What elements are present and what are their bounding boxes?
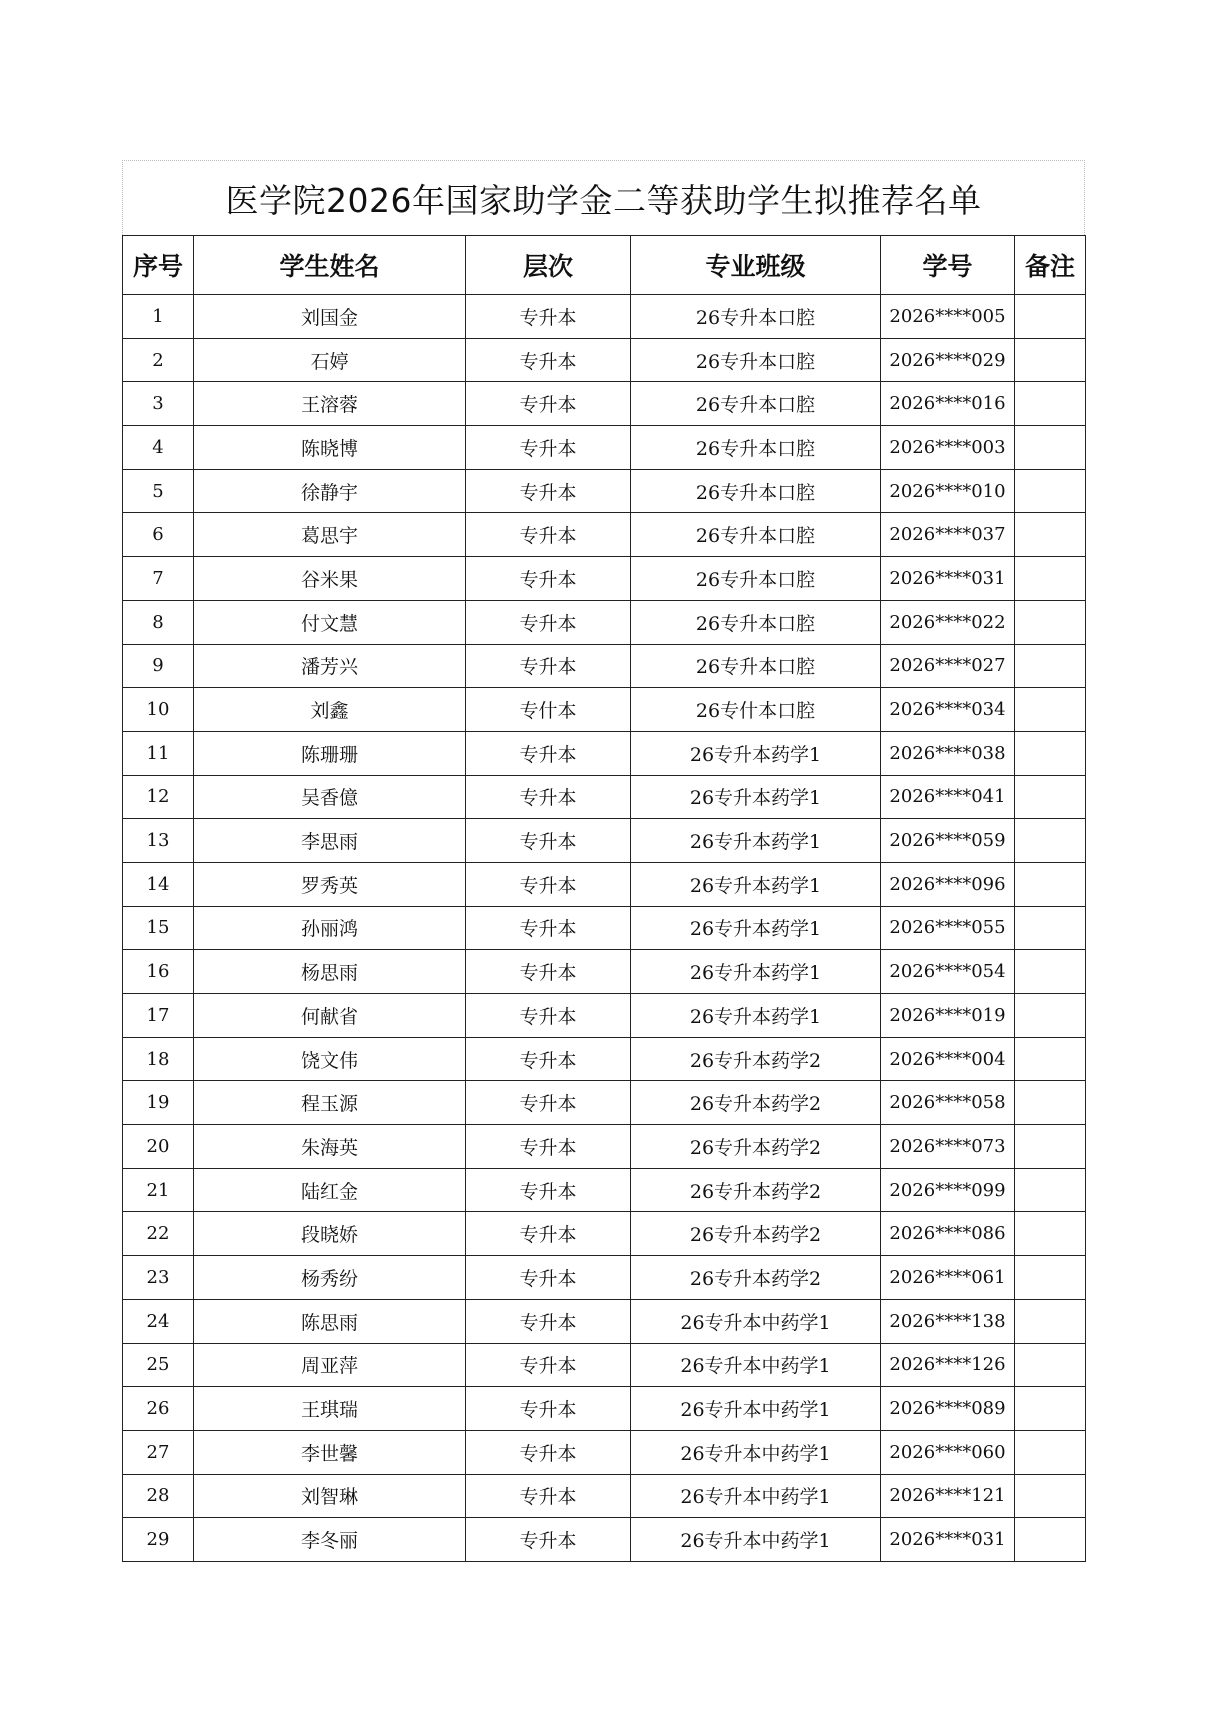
cell-index: 29 (123, 1518, 194, 1562)
table-row (123, 1474, 1086, 1518)
cell-major-class: 26专升本药学2 (631, 1125, 881, 1169)
cell-student-name: 刘鑫 (194, 688, 466, 732)
cell-remarks (1015, 644, 1086, 688)
cell-index: 8 (123, 600, 194, 644)
cell-student-name: 石婷 (194, 338, 466, 382)
cell-remarks (1015, 1518, 1086, 1562)
table-row (123, 819, 1086, 863)
cell-index: 2 (123, 338, 194, 382)
cell-major-class: 26专升本口腔 (631, 513, 881, 557)
cell-student-name: 何献省 (194, 994, 466, 1038)
table-row (123, 775, 1086, 819)
cell-major-class: 26专升本中药学1 (631, 1299, 881, 1343)
table-header-row (123, 236, 1086, 295)
cell-major-class: 26专升本药学2 (631, 1081, 881, 1125)
cell-student-id: 2026****126 (881, 1343, 1015, 1387)
cell-remarks (1015, 994, 1086, 1038)
cell-student-name: 陆红金 (194, 1168, 466, 1212)
table-row (123, 950, 1086, 994)
cell-student-id: 2026****031 (881, 1518, 1015, 1562)
cell-index: 26 (123, 1387, 194, 1431)
table-row (123, 1212, 1086, 1256)
cell-index: 21 (123, 1168, 194, 1212)
cell-remarks (1015, 950, 1086, 994)
table-row (123, 1387, 1086, 1431)
cell-remarks (1015, 1081, 1086, 1125)
cell-remarks (1015, 862, 1086, 906)
cell-student-name: 刘国金 (194, 295, 466, 339)
cell-remarks (1015, 382, 1086, 426)
table-row (123, 426, 1086, 470)
cell-level: 专升本 (466, 950, 631, 994)
cell-student-id: 2026****073 (881, 1125, 1015, 1169)
cell-level: 专升本 (466, 426, 631, 470)
cell-student-id: 2026****037 (881, 513, 1015, 557)
cell-index: 6 (123, 513, 194, 557)
cell-level: 专升本 (466, 557, 631, 601)
cell-student-name: 王溶蓉 (194, 382, 466, 426)
cell-major-class: 26专升本口腔 (631, 382, 881, 426)
cell-student-id: 2026****005 (881, 295, 1015, 339)
header-student-id: 学号 (881, 236, 1015, 295)
cell-student-name: 王琪瑞 (194, 1387, 466, 1431)
cell-level: 专升本 (466, 1037, 631, 1081)
cell-student-name: 朱海英 (194, 1125, 466, 1169)
cell-major-class: 26专升本口腔 (631, 295, 881, 339)
cell-student-name: 孙丽鸿 (194, 906, 466, 950)
cell-level: 专升本 (466, 1125, 631, 1169)
cell-index: 4 (123, 426, 194, 470)
cell-remarks (1015, 513, 1086, 557)
cell-level: 专升本 (466, 513, 631, 557)
cell-index: 27 (123, 1430, 194, 1474)
cell-student-id: 2026****022 (881, 600, 1015, 644)
cell-level: 专升本 (466, 1343, 631, 1387)
cell-student-id: 2026****010 (881, 469, 1015, 513)
cell-student-id: 2026****059 (881, 819, 1015, 863)
cell-major-class: 26专升本药学1 (631, 775, 881, 819)
cell-level: 专升本 (466, 819, 631, 863)
cell-remarks (1015, 1212, 1086, 1256)
cell-index: 28 (123, 1474, 194, 1518)
table-row (123, 862, 1086, 906)
cell-student-name: 周亚萍 (194, 1343, 466, 1387)
table-row (123, 1343, 1086, 1387)
cell-major-class: 26专升本中药学1 (631, 1430, 881, 1474)
cell-student-id: 2026****031 (881, 557, 1015, 601)
cell-major-class: 26专什本口腔 (631, 688, 881, 732)
table-body (123, 295, 1086, 1562)
cell-index: 16 (123, 950, 194, 994)
cell-student-name: 付文慧 (194, 600, 466, 644)
cell-index: 17 (123, 994, 194, 1038)
cell-student-name: 李世馨 (194, 1430, 466, 1474)
table-row (123, 1081, 1086, 1125)
cell-student-name: 饶文伟 (194, 1037, 466, 1081)
cell-student-id: 2026****034 (881, 688, 1015, 732)
table-row (123, 557, 1086, 601)
cell-major-class: 26专升本药学2 (631, 1212, 881, 1256)
cell-level: 专升本 (466, 1212, 631, 1256)
cell-student-name: 徐静宇 (194, 469, 466, 513)
cell-index: 20 (123, 1125, 194, 1169)
cell-index: 23 (123, 1256, 194, 1300)
cell-index: 19 (123, 1081, 194, 1125)
cell-student-id: 2026****029 (881, 338, 1015, 382)
table-row (123, 1299, 1086, 1343)
cell-level: 专升本 (466, 1430, 631, 1474)
cell-level: 专升本 (466, 775, 631, 819)
cell-index: 25 (123, 1343, 194, 1387)
cell-level: 专升本 (466, 731, 631, 775)
cell-student-name: 程玉源 (194, 1081, 466, 1125)
cell-level: 专升本 (466, 338, 631, 382)
cell-major-class: 26专升本中药学1 (631, 1518, 881, 1562)
cell-remarks (1015, 600, 1086, 644)
cell-student-id: 2026****038 (881, 731, 1015, 775)
table-row (123, 1256, 1086, 1300)
cell-major-class: 26专升本中药学1 (631, 1387, 881, 1431)
cell-student-name: 谷米果 (194, 557, 466, 601)
cell-student-name: 刘智琳 (194, 1474, 466, 1518)
table-row (123, 994, 1086, 1038)
cell-student-id: 2026****099 (881, 1168, 1015, 1212)
cell-major-class: 26专升本药学1 (631, 994, 881, 1038)
cell-index: 3 (123, 382, 194, 426)
cell-major-class: 26专升本药学1 (631, 731, 881, 775)
cell-level: 专升本 (466, 644, 631, 688)
cell-student-name: 陈晓博 (194, 426, 466, 470)
cell-student-name: 李冬丽 (194, 1518, 466, 1562)
table-row (123, 338, 1086, 382)
cell-student-id: 2026****121 (881, 1474, 1015, 1518)
cell-student-name: 陈珊珊 (194, 731, 466, 775)
cell-index: 18 (123, 1037, 194, 1081)
cell-student-id: 2026****089 (881, 1387, 1015, 1431)
cell-index: 11 (123, 731, 194, 775)
cell-major-class: 26专升本药学1 (631, 906, 881, 950)
cell-student-id: 2026****086 (881, 1212, 1015, 1256)
cell-student-name: 葛思宇 (194, 513, 466, 557)
cell-remarks (1015, 338, 1086, 382)
table-row (123, 1168, 1086, 1212)
cell-student-name: 杨思雨 (194, 950, 466, 994)
cell-level: 专升本 (466, 382, 631, 426)
header-index: 序号 (123, 236, 194, 295)
cell-remarks (1015, 1430, 1086, 1474)
cell-major-class: 26专升本中药学1 (631, 1474, 881, 1518)
cell-index: 14 (123, 862, 194, 906)
cell-student-id: 2026****003 (881, 426, 1015, 470)
cell-remarks (1015, 1299, 1086, 1343)
header-level: 层次 (466, 236, 631, 295)
cell-level: 专升本 (466, 1256, 631, 1300)
cell-remarks (1015, 426, 1086, 470)
cell-major-class: 26专升本药学2 (631, 1256, 881, 1300)
cell-remarks (1015, 1125, 1086, 1169)
cell-level: 专升本 (466, 469, 631, 513)
cell-level: 专升本 (466, 600, 631, 644)
cell-student-name: 杨秀纷 (194, 1256, 466, 1300)
cell-level: 专升本 (466, 1168, 631, 1212)
cell-student-name: 段晓娇 (194, 1212, 466, 1256)
cell-major-class: 26专升本口腔 (631, 600, 881, 644)
table-row (123, 1037, 1086, 1081)
cell-student-id: 2026****016 (881, 382, 1015, 426)
cell-remarks (1015, 775, 1086, 819)
cell-major-class: 26专升本药学1 (631, 862, 881, 906)
cell-level: 专升本 (466, 906, 631, 950)
cell-remarks (1015, 688, 1086, 732)
cell-level: 专升本 (466, 1387, 631, 1431)
header-major-class: 专业班级 (631, 236, 881, 295)
table-row (123, 906, 1086, 950)
table-row (123, 600, 1086, 644)
recommendation-sheet (122, 160, 1085, 1562)
cell-student-id: 2026****055 (881, 906, 1015, 950)
cell-student-id: 2026****041 (881, 775, 1015, 819)
cell-student-id: 2026****060 (881, 1430, 1015, 1474)
cell-index: 24 (123, 1299, 194, 1343)
table-row (123, 1430, 1086, 1474)
student-table (122, 235, 1086, 1562)
cell-remarks (1015, 1168, 1086, 1212)
cell-student-id: 2026****027 (881, 644, 1015, 688)
cell-major-class: 26专升本口腔 (631, 469, 881, 513)
cell-student-id: 2026****138 (881, 1299, 1015, 1343)
cell-student-name: 李思雨 (194, 819, 466, 863)
cell-remarks (1015, 1037, 1086, 1081)
cell-level: 专升本 (466, 1518, 631, 1562)
cell-remarks (1015, 1387, 1086, 1431)
cell-remarks (1015, 731, 1086, 775)
cell-major-class: 26专升本口腔 (631, 644, 881, 688)
cell-remarks (1015, 1474, 1086, 1518)
cell-major-class: 26专升本口腔 (631, 338, 881, 382)
cell-student-id: 2026****054 (881, 950, 1015, 994)
cell-level: 专升本 (466, 862, 631, 906)
document-title: 医学院2026年国家助学金二等获助学生拟推荐名单 (122, 160, 1085, 235)
cell-student-name: 吴香億 (194, 775, 466, 819)
cell-level: 专升本 (466, 1474, 631, 1518)
cell-index: 12 (123, 775, 194, 819)
cell-index: 5 (123, 469, 194, 513)
cell-major-class: 26专升本口腔 (631, 557, 881, 601)
cell-index: 22 (123, 1212, 194, 1256)
cell-level: 专什本 (466, 688, 631, 732)
cell-student-id: 2026****004 (881, 1037, 1015, 1081)
cell-student-name: 陈思雨 (194, 1299, 466, 1343)
cell-student-id: 2026****019 (881, 994, 1015, 1038)
cell-index: 15 (123, 906, 194, 950)
cell-student-id: 2026****096 (881, 862, 1015, 906)
cell-level: 专升本 (466, 994, 631, 1038)
header-remarks: 备注 (1015, 236, 1086, 295)
cell-major-class: 26专升本药学1 (631, 819, 881, 863)
cell-major-class: 26专升本药学2 (631, 1168, 881, 1212)
cell-student-id: 2026****058 (881, 1081, 1015, 1125)
cell-index: 1 (123, 295, 194, 339)
table-row (123, 644, 1086, 688)
cell-major-class: 26专升本口腔 (631, 426, 881, 470)
cell-remarks (1015, 1256, 1086, 1300)
cell-index: 9 (123, 644, 194, 688)
table-row (123, 469, 1086, 513)
cell-student-name: 潘芳兴 (194, 644, 466, 688)
cell-student-name: 罗秀英 (194, 862, 466, 906)
cell-remarks (1015, 1343, 1086, 1387)
cell-student-id: 2026****061 (881, 1256, 1015, 1300)
cell-index: 10 (123, 688, 194, 732)
table-row (123, 295, 1086, 339)
cell-remarks (1015, 557, 1086, 601)
cell-remarks (1015, 469, 1086, 513)
cell-index: 13 (123, 819, 194, 863)
cell-remarks (1015, 819, 1086, 863)
cell-major-class: 26专升本药学1 (631, 950, 881, 994)
table-row (123, 731, 1086, 775)
table-row (123, 513, 1086, 557)
cell-remarks (1015, 295, 1086, 339)
cell-remarks (1015, 906, 1086, 950)
header-student-name: 学生姓名 (194, 236, 466, 295)
cell-level: 专升本 (466, 1299, 631, 1343)
cell-major-class: 26专升本药学2 (631, 1037, 881, 1081)
cell-level: 专升本 (466, 1081, 631, 1125)
table-row (123, 1125, 1086, 1169)
table-row (123, 688, 1086, 732)
cell-index: 7 (123, 557, 194, 601)
cell-level: 专升本 (466, 295, 631, 339)
cell-major-class: 26专升本中药学1 (631, 1343, 881, 1387)
table-row (123, 382, 1086, 426)
table-row (123, 1518, 1086, 1562)
